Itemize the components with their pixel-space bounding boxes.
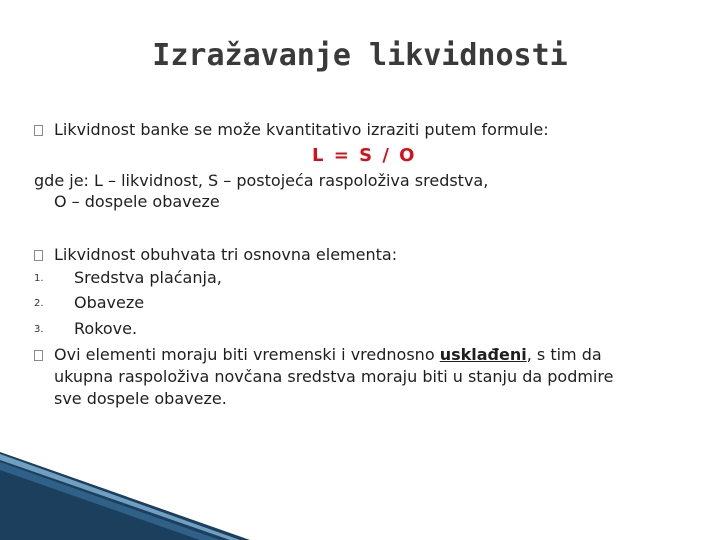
conclusion-text-before: Ovi elementi moraju biti vremenski i vrednosno: [54, 345, 435, 364]
bullet-icon: [34, 125, 43, 136]
where-line-2: O – dospele obaveze: [54, 192, 220, 211]
decorative-swoosh: [0, 440, 720, 540]
list-item: Rokove.: [74, 319, 138, 338]
list-number: 2.: [34, 298, 44, 309]
conclusion-line-2: ukupna raspoloživa novčana sredstva moraju biti u stanju da podmire: [54, 367, 614, 386]
conclusion-line-3: sve dospele obaveze.: [54, 389, 227, 408]
list-number: 1.: [34, 273, 44, 284]
intro-text: Likvidnost banke se može kvantitativo izraziti putem formule:: [54, 120, 549, 139]
slide-title: Izražavanje likvidnosti: [152, 38, 568, 73]
conclusion-text-after: , s tim da: [526, 345, 602, 364]
list-number: 3.: [34, 324, 44, 335]
conclusion-line-1: [54, 345, 602, 365]
emphasized-word: usklađeni: [439, 345, 527, 364]
list-item: Obaveze: [74, 293, 145, 312]
list-item: Sredstva plaćanja,: [74, 268, 222, 287]
bullet-icon: [34, 350, 43, 361]
bullet-icon: [34, 250, 43, 261]
elements-heading: Likvidnost obuhvata tri osnovna elementa:: [54, 245, 398, 264]
swoosh-dark: [0, 452, 250, 540]
where-line-1: gde je: L – likvidnost, S – postojeća raspoloživa sredstva,: [34, 171, 489, 190]
formula: L = S / O: [312, 145, 417, 166]
